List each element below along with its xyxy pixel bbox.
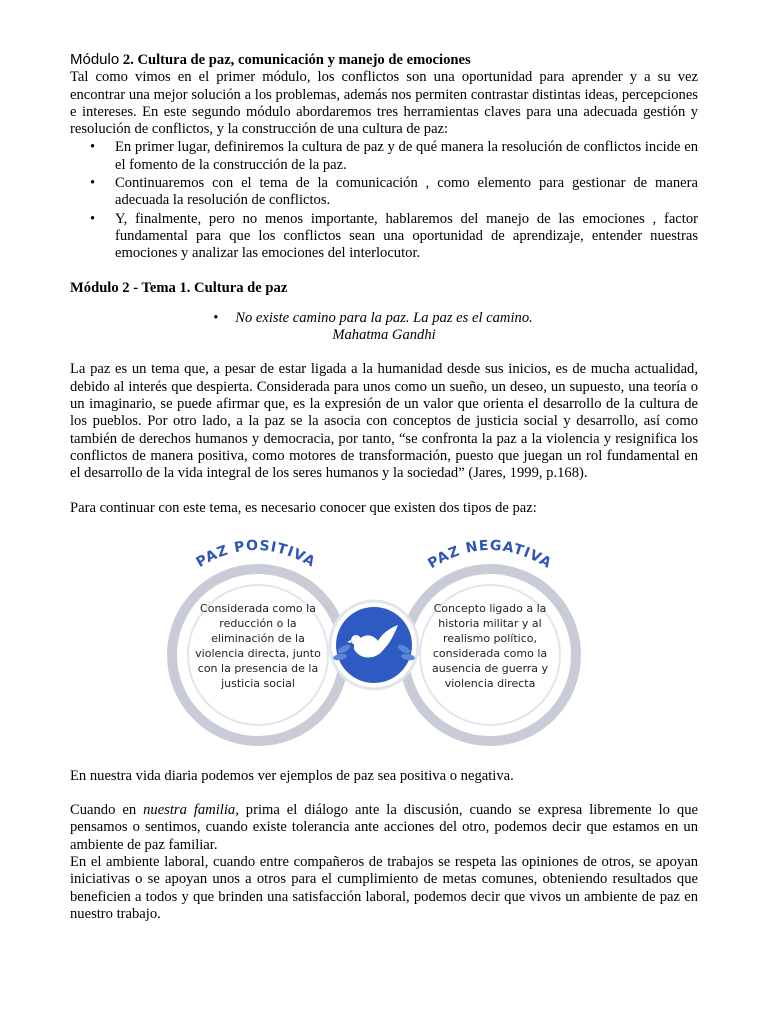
module-heading-rest: 2. Cultura de paz, comunicación y manejo de emociones [119, 52, 471, 68]
quote-author: Mahatma Gandhi [332, 327, 436, 344]
list-item-text: Continuaremos con el tema de la comunicación , como elemento para gestionar de manera adecuada la resolución de conflictos. [115, 175, 698, 209]
daily-life-paragraph: En nuestra vida diaria podemos ver ejemplos de paz sea positiva o negativa. [70, 767, 514, 784]
intro-paragraph: Tal como vimos en el primer módulo, los conflictos son una oportunidad para aprender y a su vez encontrar una mejor solución a los problemas, además nos permiten contrastar distintas ideas, percepciones e intereses. En este segundo módulo abordaremos tres herramientas claves para una adecuada gestión y resolución de conflictos, y la construcción de una cultura de paz: [70, 69, 698, 138]
list-item [70, 139, 698, 174]
section-subtitle: Módulo 2 - Tema 1. Cultura de paz [70, 279, 288, 296]
bullet-icon: • [213, 309, 219, 326]
negative-description: Concepto ligado a la historia militar y al realismo político, considerada como la ausencia de guerra y violencia directa [431, 601, 549, 690]
module-heading-lead: Módulo [70, 51, 120, 68]
peace-types-diagram [166, 529, 586, 759]
gandhi-quote [70, 310, 698, 345]
peace-types-paragraph: Para continuar con este tema, es necesario conocer que existen dos tipos de paz: [70, 499, 537, 516]
list-item [70, 175, 698, 210]
negative-title: PAZ NEGATIVA [425, 537, 555, 572]
list-item [70, 211, 698, 263]
family-after: , prima el diálogo ante la discusión, cuando se expresa libremente lo que pensamos o sentimos, cuando existe tolerancia ante acciones del otro, podemos decir que estamos en un ambiente de paz familiar. [70, 802, 698, 853]
family-emphasis: nuestra familia [143, 802, 236, 819]
document-page [70, 51, 698, 923]
module-heading [70, 51, 698, 69]
peace-paragraph: La paz es un tema que, a pesar de estar ligada a la humanidad desde sus inicios, es de mucha actualidad, debido al interés que despierta. Considerada para unos como un sueño, un deseo, un supuesto, una teoría o un imaginario, se puede afirmar que, es la expresión de un valor que orienta el desarrollo de la cultura de los pueblos. Por otro lado, a la paz se la asocia con conceptos de justicia social y desarrollo, así como también de derechos humanos y democracia, por tanto, “se confronta la paz a la violencia y resignifica los conflictos de manera positiva, como motores de transformación, puesto que juegan un rol fundamental en el desarrollo de la vida integral de los seres humanos y la sociedad” (Jares, 1999, p.168). [70, 361, 698, 482]
bullet-icon: • [90, 175, 96, 192]
family-paragraph [70, 802, 698, 854]
positive-description: Considerada como la reducción o la eliminación de la violencia directa, junto con la presencia de la justicia social [195, 601, 321, 690]
bullet-icon: • [90, 210, 96, 227]
family-before: Cuando en [70, 802, 144, 819]
list-item-text: En primer lugar, definiremos la cultura de paz y de qué manera la resolución de conflictos incide en el fomento de la construcción de la paz. [115, 139, 698, 173]
quote-text: No existe camino para la paz. La paz es el camino. [235, 309, 533, 326]
work-paragraph: En el ambiente laboral, cuando entre compañeros de trabajos se respeta las opiniones de otros, se apoyan iniciativas o se apoyan unos a otros para el cumplimiento de metas comunes, obteniendo resultados que beneficien a todos y que brinden una satisfacción laboral, podemos decir que vivos un ambiente de paz en nuestro trabajo. [70, 854, 698, 922]
tools-list [70, 139, 698, 262]
bullet-icon: • [90, 139, 96, 156]
list-item-text: Y, finalmente, pero no menos importante, hablaremos del manejo de las emociones , factor fundamental para que los conflictos sean una oportunidad de aprendizaje, entender nuestras emociones y analizar las emociones del interlocutor. [115, 210, 698, 262]
positive-title: PAZ POSITIVA [193, 537, 319, 571]
